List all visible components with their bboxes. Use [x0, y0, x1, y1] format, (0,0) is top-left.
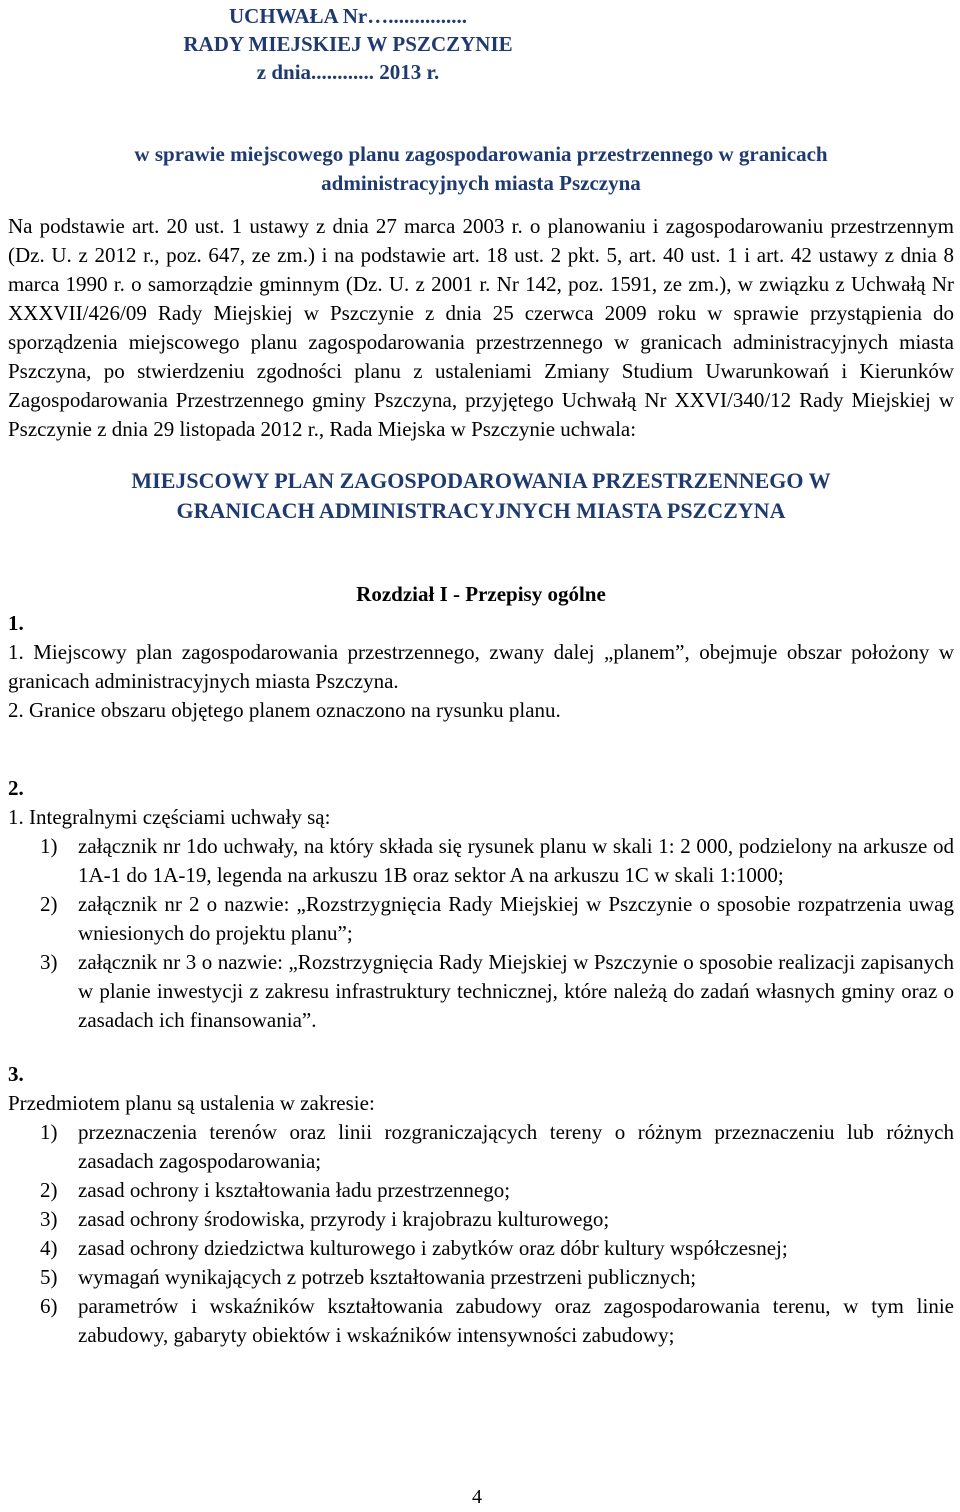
plan-title	[8, 466, 954, 526]
list-item	[8, 1205, 954, 1234]
section-2	[8, 774, 954, 1035]
list-item-number: 2)	[40, 1178, 58, 1202]
list-item-text: załącznik nr 2 o nazwie: „Rozstrzygnięcia Rady Miejskiej w Pszczynie o sposobie rozpatrzenia uwag wniesionych do projektu planu”;	[78, 892, 954, 945]
section-2-label: 2.	[8, 776, 24, 800]
list-item-number: 3)	[40, 1207, 58, 1231]
page-number: 4	[472, 1486, 482, 1508]
section-1-label: 1.	[8, 611, 24, 635]
list-item-text: załącznik nr 1do uchwały, na który składa się rysunek planu w skali 1: 2 000, podzielony na arkusze od 1A-1 do 1A-19, legenda na arkuszu 1B oraz sektor A na arkuszu 1C w skali 1:1000;	[78, 834, 954, 887]
list-item-text: zasad ochrony dziedzictwa kulturowego i zabytków oraz dóbr kultury współczesnej;	[78, 1236, 788, 1260]
list-item-number: 4)	[40, 1236, 58, 1260]
list-item-number: 5)	[40, 1265, 58, 1289]
list-item-number: 3)	[40, 950, 58, 974]
list-item-text: zasad ochrony środowiska, przyrody i krajobrazu kulturowego;	[78, 1207, 610, 1231]
list-item	[8, 1234, 954, 1263]
chapter-heading: Rozdział I - Przepisy ogólne	[356, 582, 606, 606]
document-page	[8, 0, 954, 1350]
plan-title-line-2: GRANICACH ADMINISTRACYJNYCH MIASTA PSZCZYNA	[176, 498, 786, 523]
resolution-date: z dnia............ 2013 r.	[256, 60, 440, 84]
resolution-header	[8, 2, 954, 86]
section-3-intro: Przedmiotem planu są ustalenia w zakresie:	[8, 1091, 375, 1115]
list-item-text: parametrów i wskaźników kształtowania zabudowy oraz zagospodarowania terenu, w tym linie zabudowy, gabaryty obiektów i wskaźników intensywności zabudowy;	[78, 1294, 954, 1347]
council-name: RADY MIEJSKIEJ W PSZCZYNIE	[183, 32, 513, 56]
list-item	[8, 1118, 954, 1176]
subject-line-2: administracyjnych miasta Pszczyna	[321, 171, 641, 195]
section-3	[8, 1060, 954, 1350]
subject-line-1: w sprawie miejscowego planu zagospodarowania przestrzennego w granicach	[134, 142, 828, 166]
list-item-number: 2)	[40, 892, 58, 916]
list-item-text: przeznaczenia terenów oraz linii rozgraniczających tereny o różnym przeznaczeniu lub różnych zasadach zagospodarowania;	[78, 1120, 954, 1173]
list-item	[8, 890, 954, 948]
section-2-list	[8, 832, 954, 1035]
section-2-intro: 1. Integralnymi częściami uchwały są:	[8, 805, 331, 829]
plan-title-line-1: MIEJSCOWY PLAN ZAGOSPODAROWANIA PRZESTRZENNEGO W	[131, 468, 831, 493]
list-item	[8, 832, 954, 890]
section-1	[8, 609, 954, 725]
list-item	[8, 1176, 954, 1205]
section-3-label: 3.	[8, 1062, 24, 1086]
resolution-number: UCHWAŁA Nr…...............	[228, 4, 467, 28]
list-item	[8, 1263, 954, 1292]
list-item	[8, 948, 954, 1035]
list-item-text: wymagań wynikających z potrzeb kształtowania przestrzeni publicznych;	[78, 1265, 697, 1289]
resolution-subject	[8, 140, 954, 198]
legal-basis-paragraph: Na podstawie art. 20 ust. 1 ustawy z dnia 27 marca 2003 r. o planowaniu i zagospodarowaniu przestrzennym (Dz. U. z 2012 r., poz. 647, ze zm.) i na podstawie art. 18 ust. 2 pkt. 5, art. 40 ust. 1 i art. 42 ustawy z dnia 8 marca 1990 r. o samorządzie gminnym (Dz. U. z 2001 r. Nr 142, poz. 1591, ze zm.), w związku z Uchwałą Nr XXXVII/426/09 Rady Miejskiej w Pszczynie z dnia 25 czerwca 2009 roku w sprawie przystąpienia do sporządzenia miejscowego planu zagospodarowania przestrzennego w granicach administracyjnych miasta Pszczyna, po stwierdzeniu zgodności planu z ustaleniami Zmiany Studium Uwarunkowań i Kierunków Zagospodarowania Przestrzennego gminy Pszczyna, przyjętego Uchwałą Nr XXVI/340/12 Rady Miejskiej w Pszczynie z dnia 29 listopada 2012 r., Rada Miejska w Pszczynie uchwala:	[8, 214, 954, 441]
section-1-paragraph-2: 2. Granice obszaru objętego planem oznaczono na rysunku planu.	[8, 698, 561, 722]
list-item-number: 1)	[40, 1120, 58, 1144]
section-1-paragraph-1: 1. Miejscowy plan zagospodarowania przestrzennego, zwany dalej „planem”, obejmuje obszar położony w granicach administracyjnych miasta Pszczyna.	[8, 640, 954, 693]
list-item-text: zasad ochrony i kształtowania ładu przestrzennego;	[78, 1178, 511, 1202]
list-item	[8, 1292, 954, 1350]
list-item-text: załącznik nr 3 o nazwie: „Rozstrzygnięcia Rady Miejskiej w Pszczynie o sposobie realizacji zapisanych w planie inwestycji z zakresu infrastruktury technicznej, które należą do zadań własnych gminy oraz o zasadach ich finansowania”.	[78, 950, 954, 1032]
list-item-number: 6)	[40, 1294, 58, 1318]
list-item-number: 1)	[40, 834, 58, 858]
section-3-list	[8, 1118, 954, 1350]
